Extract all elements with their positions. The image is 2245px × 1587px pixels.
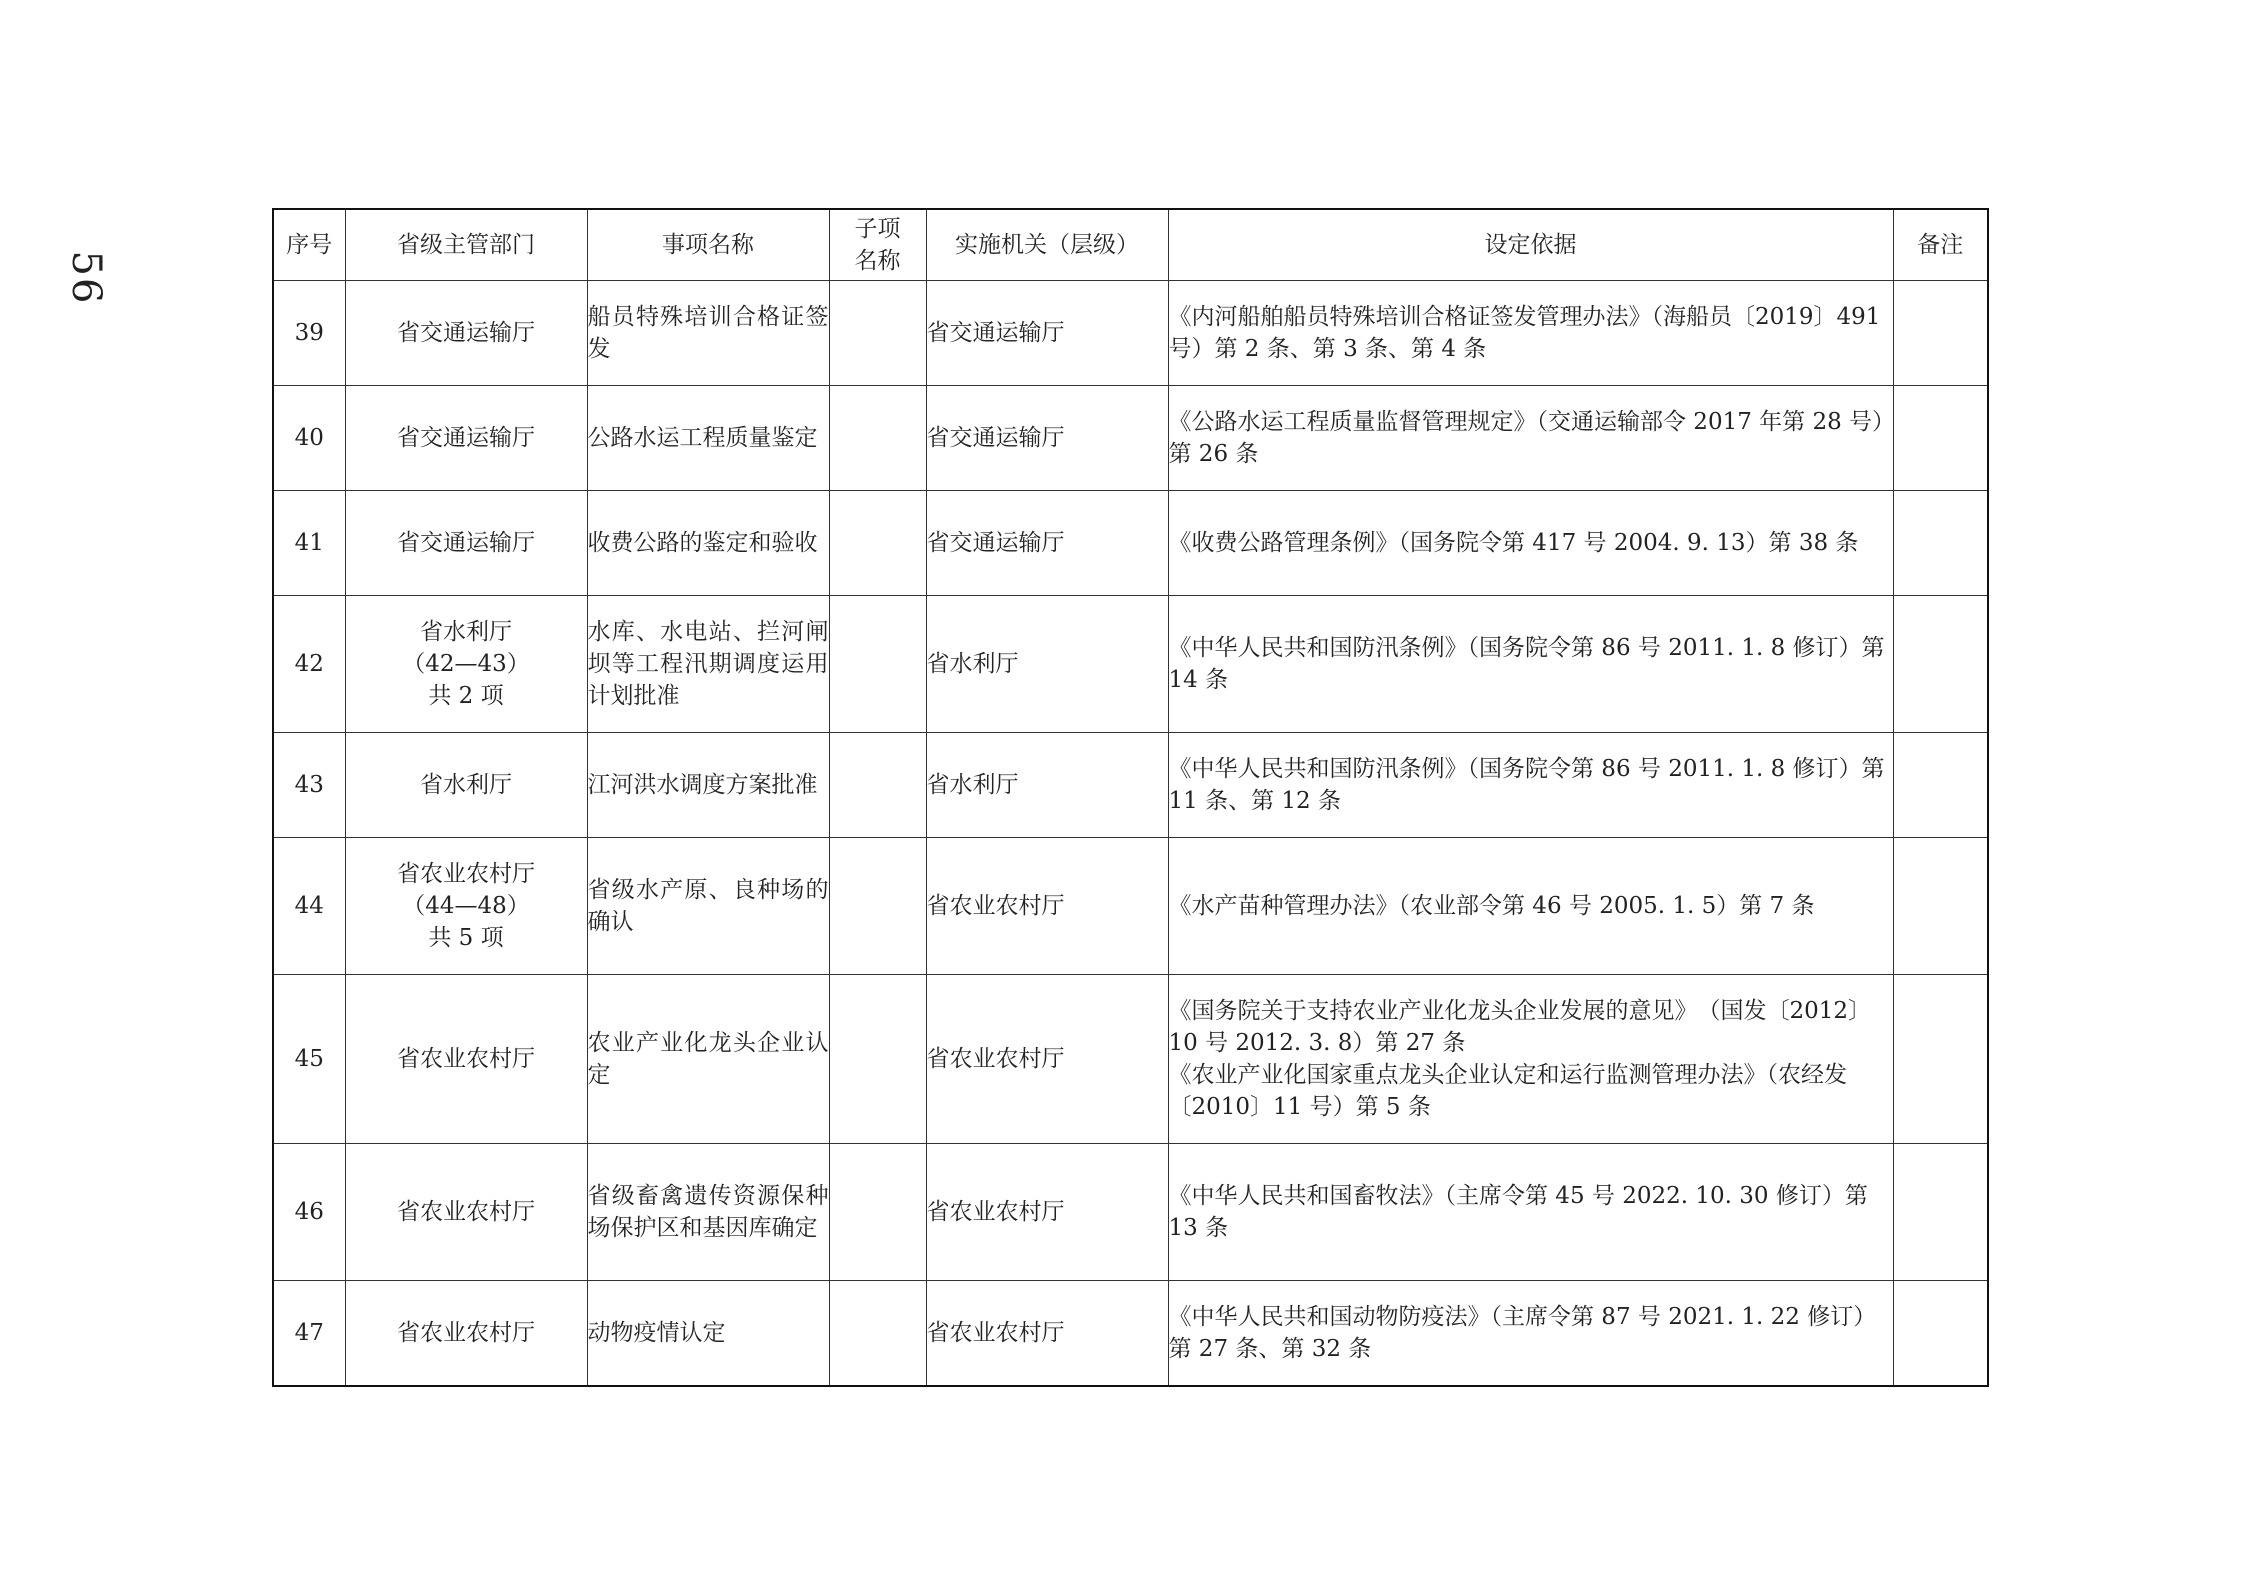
- table-body: [273, 281, 1988, 1386]
- cell-remark: [1893, 596, 1988, 733]
- dept-line: （42—43）: [402, 651, 530, 677]
- cell-item-name: 江河洪水调度方案批准: [587, 733, 829, 838]
- cell-item-name: 公路水运工程质量鉴定: [587, 386, 829, 491]
- table-row: [273, 386, 1988, 491]
- dept-line: 省交通运输厅: [397, 530, 535, 556]
- dept-line: 共 5 项: [428, 925, 504, 951]
- approval-items-table: [272, 208, 1989, 1387]
- header-item: 事项名称: [587, 209, 829, 281]
- cell-basis: [1168, 975, 1893, 1144]
- cell-dept: [345, 491, 587, 596]
- cell-agency: 省农业农村厅: [926, 975, 1168, 1144]
- basis-line: 《中华人民共和国防汛条例》（国务院令第 86 号 2011. 1. 8 修订）第 11 条、第 12 条: [1168, 756, 1885, 814]
- basis-line: 《中华人民共和国防汛条例》（国务院令第 86 号 2011. 1. 8 修订）第 14 条: [1168, 635, 1885, 693]
- header-subitem-line2: 名称: [854, 248, 901, 274]
- basis-line: 《农业产业化国家重点龙头企业认定和运行监测管理办法》（农经发〔2010〕11 号）第 5 条: [1168, 1062, 1847, 1120]
- table-header-row: [273, 209, 1988, 281]
- cell-subitem: [829, 838, 926, 975]
- cell-subitem: [829, 1144, 926, 1281]
- cell-subitem: [829, 596, 926, 733]
- dept-line: 省水利厅: [420, 772, 512, 798]
- cell-basis: [1168, 386, 1893, 491]
- cell-subitem: [829, 491, 926, 596]
- cell-dept: [345, 596, 587, 733]
- cell-remark: [1893, 491, 1988, 596]
- cell-no: 44: [273, 838, 345, 975]
- cell-basis: [1168, 596, 1893, 733]
- dept-line: 共 2 项: [428, 683, 504, 709]
- cell-agency: 省农业农村厅: [926, 1281, 1168, 1386]
- cell-basis: [1168, 733, 1893, 838]
- basis-line: 《收费公路管理条例》（国务院令第 417 号 2004. 9. 13）第 38 条: [1168, 530, 1859, 556]
- cell-remark: [1893, 733, 1988, 838]
- cell-remark: [1893, 386, 1988, 491]
- table-row: [273, 281, 1988, 386]
- basis-line: 《公路水运工程质量监督管理规定》（交通运输部令 2017 年第 28 号）第 26 条: [1168, 409, 1884, 467]
- cell-remark: [1893, 1281, 1988, 1386]
- cell-no: 47: [273, 1281, 345, 1386]
- cell-no: 43: [273, 733, 345, 838]
- cell-subitem: [829, 1281, 926, 1386]
- cell-basis: [1168, 1144, 1893, 1281]
- cell-item-name: 水库、水电站、拦河闸坝等工程汛期调度运用计划批准: [587, 596, 829, 733]
- cell-dept: [345, 1281, 587, 1386]
- header-subitem-line1: 子项: [854, 216, 901, 242]
- basis-line: 《内河船舶船员特殊培训合格证签发管理办法》（海船员〔2019〕491 号）第 2 条、第 3 条、第 4 条: [1168, 304, 1881, 362]
- table-row: [273, 1281, 1988, 1386]
- header-basis: 设定依据: [1168, 209, 1893, 281]
- basis-line: 《水产苗种管理办法》（农业部令第 46 号 2005. 1. 5）第 7 条: [1168, 893, 1815, 919]
- cell-agency: 省农业农村厅: [926, 838, 1168, 975]
- cell-dept: [345, 386, 587, 491]
- cell-agency: 省交通运输厅: [926, 281, 1168, 386]
- cell-remark: [1893, 1144, 1988, 1281]
- cell-item-name: 船员特殊培训合格证签发: [587, 281, 829, 386]
- table-row: [273, 975, 1988, 1144]
- header-dept: 省级主管部门: [345, 209, 587, 281]
- header-subitem: [829, 209, 926, 281]
- cell-no: 46: [273, 1144, 345, 1281]
- header-no: 序号: [273, 209, 345, 281]
- dept-line: 省农业农村厅: [397, 1199, 535, 1225]
- cell-basis: [1168, 838, 1893, 975]
- dept-line: 省农业农村厅: [397, 1046, 535, 1072]
- cell-subitem: [829, 386, 926, 491]
- cell-no: 41: [273, 491, 345, 596]
- cell-item-name: 收费公路的鉴定和验收: [587, 491, 829, 596]
- cell-dept: [345, 975, 587, 1144]
- cell-no: 40: [273, 386, 345, 491]
- dept-line: 省水利厅: [420, 619, 512, 645]
- cell-no: 42: [273, 596, 345, 733]
- page-number-value: 56: [63, 250, 109, 306]
- cell-dept: [345, 838, 587, 975]
- cell-agency: 省农业农村厅: [926, 1144, 1168, 1281]
- header-agency: 实施机关（层级）: [926, 209, 1168, 281]
- cell-agency: 省交通运输厅: [926, 386, 1168, 491]
- cell-item-name: 省级畜禽遗传资源保种场保护区和基因库确定: [587, 1144, 829, 1281]
- cell-dept: [345, 1144, 587, 1281]
- dept-line: （44—48）: [402, 893, 530, 919]
- table-row: [273, 491, 1988, 596]
- dept-line: 省农业农村厅: [397, 861, 535, 887]
- cell-subitem: [829, 281, 926, 386]
- cell-basis: [1168, 491, 1893, 596]
- basis-line: 《中华人民共和国畜牧法》（主席令第 45 号 2022. 10. 30 修订）第 13 条: [1168, 1183, 1868, 1241]
- dept-line: 省农业农村厅: [397, 1319, 535, 1346]
- dept-line: 省交通运输厅: [397, 425, 535, 451]
- cell-remark: [1893, 281, 1988, 386]
- header-remark: 备注: [1893, 209, 1988, 281]
- cell-dept: [345, 733, 587, 838]
- page-number: [0, 238, 176, 318]
- cell-item-name: 农业产业化龙头企业认定: [587, 975, 829, 1144]
- cell-remark: [1893, 975, 1988, 1144]
- table-row: [273, 838, 1988, 975]
- table-row: [273, 733, 1988, 838]
- dept-line: 省交通运输厅: [397, 320, 535, 346]
- cell-item-name: 动物疫情认定: [587, 1281, 829, 1386]
- cell-no: 45: [273, 975, 345, 1144]
- cell-subitem: [829, 733, 926, 838]
- cell-no: 39: [273, 281, 345, 386]
- basis-line: 《国务院关于支持农业产业化龙头企业发展的意见》 （国发〔2012〕10 号 2012. 3. 8）第 27 条: [1168, 998, 1872, 1056]
- cell-dept: [345, 281, 587, 386]
- cell-agency: 省交通运输厅: [926, 491, 1168, 596]
- cell-item-name: 省级水产原、良种场的确认: [587, 838, 829, 975]
- table-row: [273, 596, 1988, 733]
- cell-remark: [1893, 838, 1988, 975]
- cell-subitem: [829, 975, 926, 1144]
- cell-basis: [1168, 281, 1893, 386]
- cell-agency: 省水利厅: [926, 596, 1168, 733]
- cell-agency: 省水利厅: [926, 733, 1168, 838]
- table-row: [273, 1144, 1988, 1281]
- cell-basis: [1168, 1281, 1893, 1386]
- basis-line: 《中华人民共和国动物防疫法》（主席令第 87 号 2021. 1. 22 修订）第 27 条、第 32 条: [1168, 1303, 1877, 1362]
